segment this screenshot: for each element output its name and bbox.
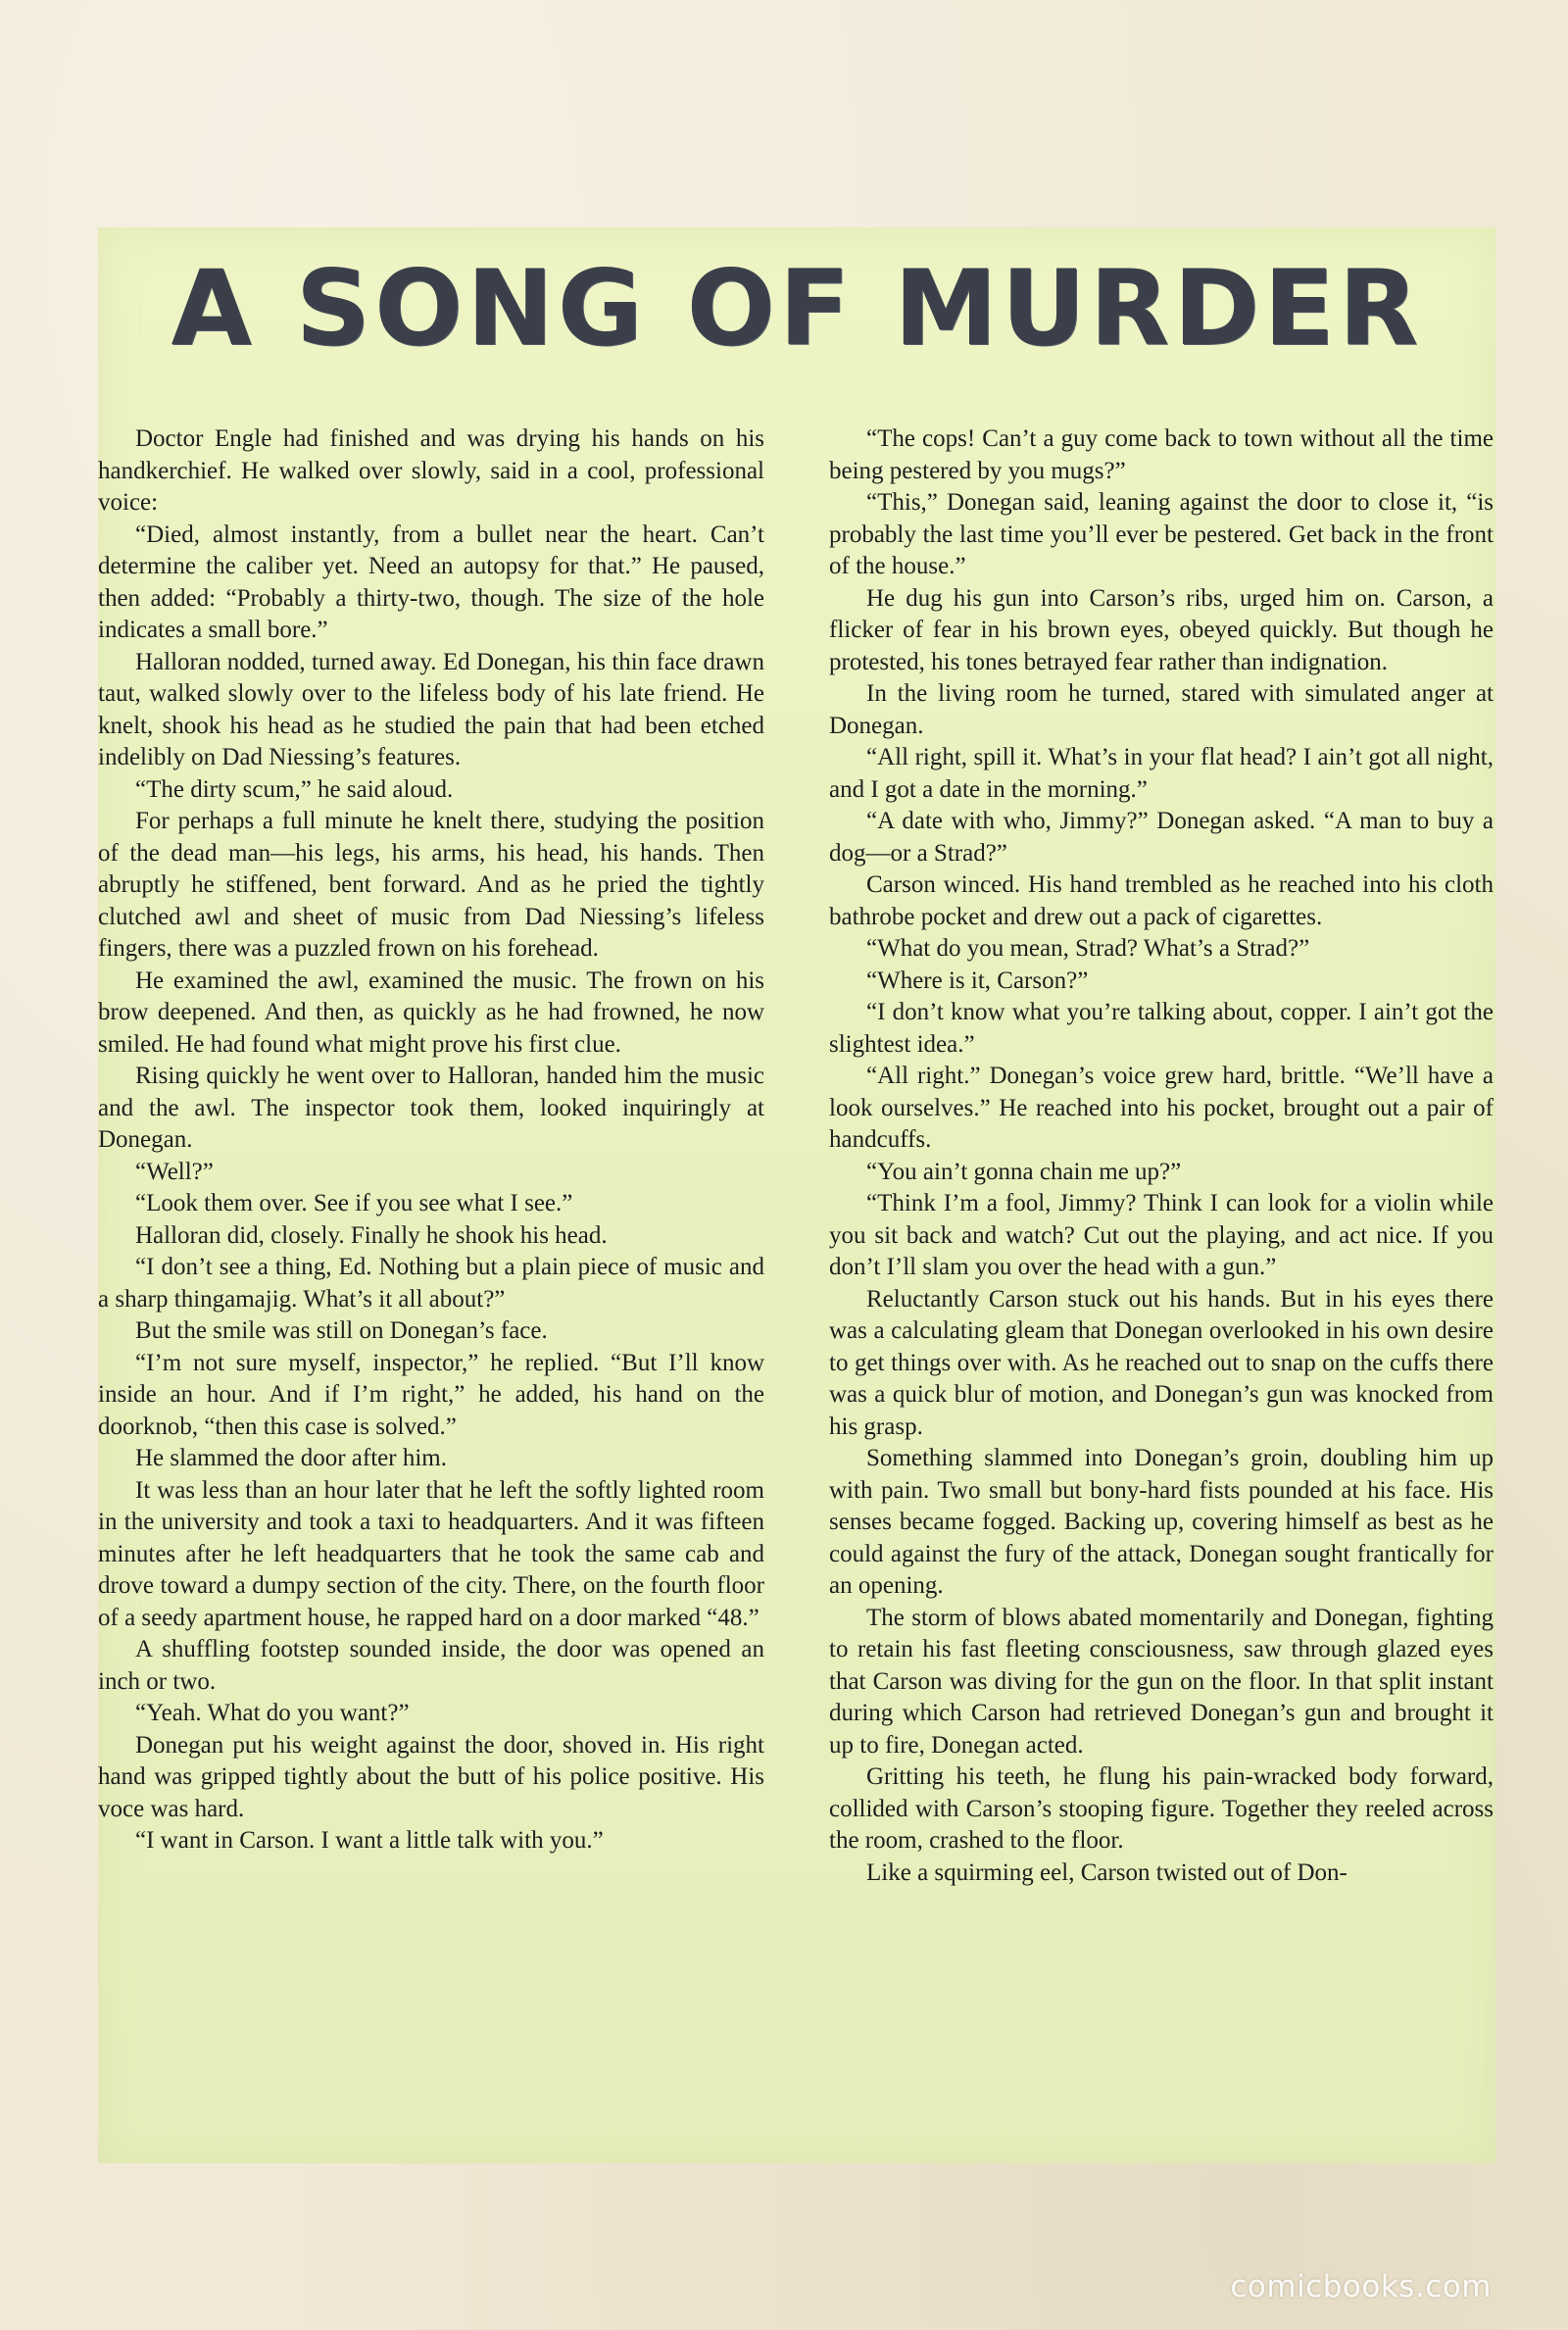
paragraph: “The cops! Can’t a guy come back to town without all the time being pestered by you mugs?”: [829, 425, 1494, 484]
paragraph: “The dirty scum,” he said aloud.: [135, 775, 454, 803]
paragraph: “All right.” Donegan’s voice grew hard, brittle. “We’ll have a look ourselves.” He reached into his pocket, brought out a pair of handcuffs.: [829, 1063, 1494, 1153]
story-column-right: [829, 423, 1494, 1889]
paragraph: “I don’t know what you’re talking about, copper. I ain’t got the slightest idea.”: [829, 999, 1494, 1058]
paragraph: A shuffling footstep sounded inside, the door was opened an inch or two.: [98, 1636, 764, 1695]
paragraph: “Look them over. See if you see what I see.”: [135, 1190, 573, 1216]
paragraph: It was less than an hour later that he left the softly lighted room in the university and took a taxi to headquarters. And it was fifteen minutes after he left headquarters that he took the same cab and drove toward a dumpy section of the city. There, on the fourth floor of a seedy apartment house, he rapped hard on a door marked “48.”: [98, 1476, 764, 1631]
paragraph: He examined the awl, examined the music. The frown on his brow deepened. And then, as quickly as he had frowned, he now smiled. He had found what might prove his first clue.: [98, 967, 764, 1058]
paragraph: “Yeah. What do you want?”: [135, 1700, 410, 1726]
paragraph: He slammed the door after him.: [135, 1445, 447, 1471]
paragraph: “I don’t see a thing, Ed. Nothing but a plain piece of music and a sharp thingamajig. What’s it all about?”: [98, 1254, 764, 1313]
story-title: A SONG OF MURDER: [171, 248, 1423, 369]
paragraph: “What do you mean, Strad? What’s a Strad?”: [866, 935, 1310, 962]
paragraph: But the smile was still on Donegan’s face.: [135, 1317, 548, 1344]
paragraph: Like a squirming eel, Carson twisted out of Don-: [866, 1859, 1348, 1886]
paragraph: Carson winced. His hand trembled as he reached into his cloth bathrobe pocket and drew out a pack of cigarettes.: [829, 871, 1494, 930]
paragraph: “All right, spill it. What’s in your flat head? I ain’t got all night, and I got a date in the morning.”: [829, 744, 1494, 803]
paragraph: Rising quickly he went over to Halloran, handed him the music and the awl. The inspector took them, looked inquiringly at Donegan.: [98, 1063, 764, 1153]
paragraph: The storm of blows abated momentarily and Donegan, fighting to retain his fast fleeting consciousness, saw through glazed eyes that Carson was diving for the gun on the floor. In that split instant during which Carson had retrieved Donegan’s gun and brought it up to fire, Donegan acted.: [829, 1604, 1494, 1759]
paragraph: “I want in Carson. I want a little talk with you.”: [135, 1827, 604, 1854]
paragraph: Halloran did, closely. Finally he shook his head.: [135, 1221, 608, 1249]
paragraph: “Well?”: [135, 1158, 214, 1185]
site-watermark: comicbooks.com: [1230, 2269, 1492, 2305]
paragraph: Donegan put his weight against the door, shoved in. His right hand was gripped tightly about the butt of his police positive. His voce was hard.: [98, 1731, 764, 1822]
paragraph: “Where is it, Carson?”: [866, 967, 1089, 994]
paragraph: In the living room he turned, stared with simulated anger at Donegan.: [829, 680, 1494, 739]
paragraph: “Died, almost instantly, from a bullet near the heart. Can’t determine the caliber yet. Need an autopsy for that.” He paused, then added: “Probably a thirty-two, though. The size of the hole indicates a small bore.”: [98, 521, 764, 643]
paragraph: Something slammed into Donegan’s groin, doubling him up with pain. Two small but bony-hard fists pounded at his face. His senses became fogged. Backing up, covering himself as best as he could against the fury of the attack, Donegan sought frantically for an opening.: [829, 1445, 1494, 1599]
paragraph: For perhaps a full minute he knelt there, studying the position of the dead man—his legs, his arms, his head, his hands. Then abruptly he stiffened, bent forward. And as he pried the tightly clutched awl and sheet of music from Dad Niessing’s lifeless fingers, there was a puzzled frown on his forehead.: [98, 808, 764, 962]
paragraph: Halloran nodded, turned away. Ed Donegan, his thin face drawn taut, walked slowly over to the lifeless body of his late friend. He knelt, shook his head as he studied the pain that had been etched indelibly on Dad Niessing’s features.: [98, 648, 764, 770]
paragraph: “I’m not sure myself, inspector,” he replied. “But I’ll know inside an hour. And if I’m right,” he added, his hand on the doorknob, “then this case is solved.”: [98, 1349, 764, 1440]
story-column-left: [98, 423, 764, 1858]
paragraph: “You ain’t gonna chain me up?”: [866, 1158, 1182, 1185]
paragraph: “A date with who, Jimmy?” Donegan asked. “A man to buy a dog—or a Strad?”: [829, 808, 1494, 867]
paragraph: Doctor Engle had finished and was drying his hands on his handkerchief. He walked over slowly, said in a cool, professional voice:: [98, 425, 764, 516]
paragraph: “Think I’m a fool, Jimmy? Think I can look for a violin while you sit back and watch? Cut out the playing, and act nice. If you don’t I’ll slam you over the head with a gun.”: [829, 1190, 1494, 1280]
paragraph: Reluctantly Carson stuck out his hands. But in his eyes there was a calculating gleam that Donegan overlooked in his own desire to get things over with. As he reached out to snap on the cuffs there was a quick blur of motion, and Donegan’s gun was knocked from his grasp.: [829, 1285, 1494, 1440]
paragraph: Gritting his teeth, he flung his pain-wracked body forward, collided with Carson’s stooping figure. Together they reeled across the room, crashed to the floor.: [829, 1763, 1494, 1854]
paragraph: He dug his gun into Carson’s ribs, urged him on. Carson, a flicker of fear in his brown eyes, obeyed quickly. But though he protested, his tones betrayed fear rather than indignation.: [829, 584, 1494, 675]
paragraph: “This,” Donegan said, leaning against the door to close it, “is probably the last time you’ll ever be pestered. Get back in the front of the house.”: [829, 489, 1494, 579]
